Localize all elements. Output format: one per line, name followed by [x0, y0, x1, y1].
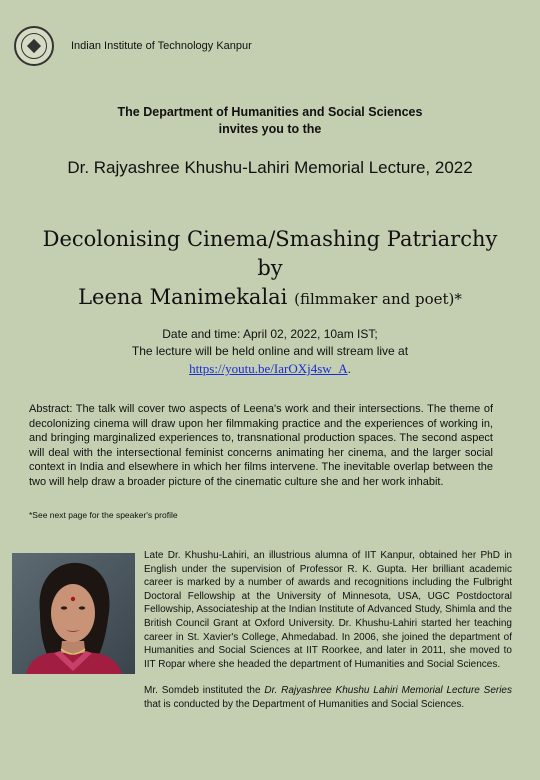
invitation	[0, 104, 540, 138]
invitation-line-2: invites you to the	[218, 122, 322, 136]
bio-paragraph-2	[144, 684, 512, 711]
bio-paragraph-1: Late Dr. Khushu-Lahiri, an illustrious alumna of IIT Kanpur, obtained her PhD in English under the supervision of Professor R. K. Gupta. Her brilliant academic career is marked by a number of awards and recognitions including the Fulbright Doctoral Fellowship at the University of Minnesota, USA, UGC Postdoctoral Fellowship, Associateship at the Indian Institute of Advanced Study, Shimla and the British Council Grant at Oxford University. Dr. Khushu-Lahiri started her teaching career in St. Xavier's College, Ahmedabad. In 2006, she joined the department of Humanities and Social Sciences at IIT Roorkee, and later in 2011, she moved to IIT Ropar where she headed the department of Humanities and Social Sciences.	[144, 550, 512, 670]
profile-note: *See next page for the speaker's profile	[29, 510, 178, 520]
portrait-illustration	[12, 553, 135, 674]
invitation-line-1: The Department of Humanities and Social Sciences	[117, 105, 423, 119]
lecture-series-name: Dr. Rajyashree Khushu Lahiri Memorial Lecture Series	[264, 685, 512, 697]
bio-p2-suffix: that is conducted by the Department of Humanities and Social Sciences.	[144, 698, 465, 710]
institute-name: Indian Institute of Technology Kanpur	[71, 40, 252, 52]
logo-emblem	[27, 39, 41, 53]
header	[14, 26, 252, 66]
portrait-photo	[12, 553, 135, 674]
talk-title: Decolonising Cinema/Smashing Patriarchy	[42, 227, 498, 251]
lecture-title: Dr. Rajyashree Khushu-Lahiri Memorial Lecture, 2022	[67, 158, 473, 177]
event-link-line	[0, 360, 540, 378]
event-mode: The lecture will be held online and will stream live at	[131, 344, 409, 358]
talk-by: by	[257, 256, 283, 280]
logo-ring	[21, 33, 47, 59]
event-details	[0, 326, 540, 378]
bio-p2-prefix: Mr. Somdeb instituted the	[144, 685, 265, 697]
event-datetime: Date and time: April 02, 2022, 10am IST;	[162, 327, 378, 341]
iit-kanpur-logo	[14, 26, 54, 66]
stream-link[interactable]: https://youtu.be/IarOXj4sw_A	[189, 361, 348, 376]
speaker-line	[0, 283, 540, 314]
bio	[144, 549, 512, 712]
link-suffix: .	[347, 362, 351, 376]
speaker-name: Leena Manimekalai	[78, 285, 288, 309]
abstract: Abstract: The talk will cover two aspects of Leena's work and their intersections. The theme of decolonizing cinema will draw upon her filmmaking practice and the experiences of working in, and bringing marginalized experiences to, transnational production spaces. The second aspect will deal with the intersectional feminist concerns animating her cinema, and the larger social context in India and elsewhere in which her films intervene. The inevitable overlap between the two will help draw a broader picture of the cinematic culture she and her work inhabit.	[29, 403, 493, 488]
talk-block	[0, 225, 540, 314]
speaker-role: (filmmaker and poet)*	[294, 290, 462, 308]
